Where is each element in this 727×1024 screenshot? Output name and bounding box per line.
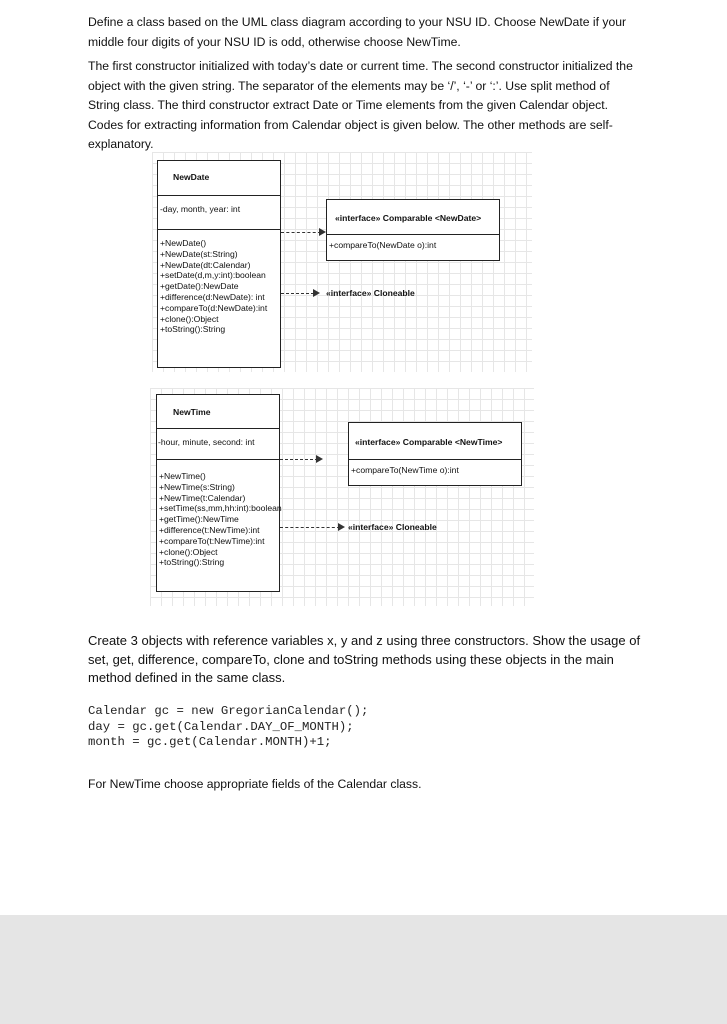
class-name-newtime: NewTime <box>173 407 211 417</box>
code-line: month = gc.get(Calendar.MONTH)+1; <box>88 735 332 750</box>
realization-arrow-icon <box>338 523 345 531</box>
method-item: +clone():Object <box>160 313 219 324</box>
page-footer-band <box>0 915 727 1024</box>
realization-arrow-icon <box>313 289 320 297</box>
realization-line <box>281 293 314 294</box>
interface-name-comparable: «interface» Comparable <NewDate> <box>335 213 482 223</box>
task-paragraph: Create 3 objects with reference variables x, y and z using three constructors. Show the usage of set, get, difference, compareTo, clone and toString methods using these objects in the main method defined in the same class. <box>88 633 641 685</box>
method-item: +NewDate(dt:Calendar) <box>160 259 251 270</box>
interface-method-compareto: +compareTo(NewTime o):int <box>351 465 459 475</box>
method-item: +NewDate() <box>160 238 207 248</box>
interface-method-compareto: +compareTo(NewDate o):int <box>329 240 437 250</box>
class-fields-newtime: -hour, minute, second: int <box>158 437 255 447</box>
note-paragraph: For NewTime choose appropriate fields of the Calendar class. <box>88 777 422 791</box>
interface-name-cloneable: «interface» Cloneable <box>348 522 437 532</box>
method-item: +NewTime() <box>159 471 206 481</box>
intro-paragraph-2: The first constructor initialized with today’s date or current time. The second constructor initialized the object with the given string. The separator of the elements may be ‘/’, ‘-’ or ‘:’. Use split method of String class. The third constructor extract Date or Time elements from the given Calendar object. Codes for extracting information from Calendar object is given below. The other methods are self-explanatory. <box>88 59 633 151</box>
interface-box-comparable <box>348 422 522 486</box>
class-fields-newdate: -day, month, year: int <box>160 204 241 214</box>
method-item: +setDate(d,m,y:int):boolean <box>160 270 266 281</box>
class-name-newdate: NewDate <box>173 172 210 182</box>
realization-arrow-icon <box>319 228 326 236</box>
method-item: +toString():String <box>159 557 225 568</box>
method-item: +getTime():NewTime <box>159 514 239 525</box>
class-divider <box>158 195 280 196</box>
uml-diagram-newdate <box>152 152 532 372</box>
realization-line <box>281 232 321 233</box>
method-item: +compareTo(t:NewTime):int <box>159 535 265 546</box>
method-item: +setTime(ss,mm,hh:int):boolean <box>159 503 282 514</box>
interface-name-comparable: «interface» Comparable <NewTime> <box>355 437 503 447</box>
method-item: +difference(t:NewTime):int <box>159 524 260 535</box>
class-divider <box>158 229 280 230</box>
method-item: +NewDate(st:String) <box>160 248 238 259</box>
method-item: +getDate():NewDate <box>160 281 239 292</box>
method-item: +compareTo(d:NewDate):int <box>160 302 268 313</box>
method-item: +NewTime(s:String) <box>159 481 235 492</box>
class-methods-newtime <box>159 471 282 568</box>
method-item: +clone():Object <box>159 546 218 557</box>
interface-divider <box>327 234 499 235</box>
realization-line <box>280 459 318 460</box>
interface-box-comparable <box>326 199 500 261</box>
interface-name-cloneable: «interface» Cloneable <box>326 288 415 298</box>
method-item: +NewTime(t:Calendar) <box>159 492 246 503</box>
code-line: day = gc.get(Calendar.DAY_OF_MONTH); <box>88 719 354 734</box>
realization-line <box>280 527 340 528</box>
code-line: Calendar gc = new GregorianCalendar(); <box>88 704 369 718</box>
interface-divider <box>349 459 521 460</box>
uml-diagram-newtime <box>150 388 534 606</box>
class-divider <box>157 428 279 429</box>
class-box-newtime <box>156 394 280 592</box>
class-methods-newdate <box>160 238 267 335</box>
class-box-newdate <box>157 160 281 368</box>
intro-paragraph-1: Define a class based on the UML class diagram according to your NSU ID. Choose NewDate if your middle four digits of your NSU ID is odd, otherwise choose NewTime. <box>88 15 627 49</box>
method-item: +difference(d:NewDate): int <box>160 291 265 302</box>
method-item: +toString():String <box>160 324 226 335</box>
realization-arrow-icon <box>316 455 323 463</box>
code-block <box>88 704 368 751</box>
class-divider <box>157 459 279 460</box>
